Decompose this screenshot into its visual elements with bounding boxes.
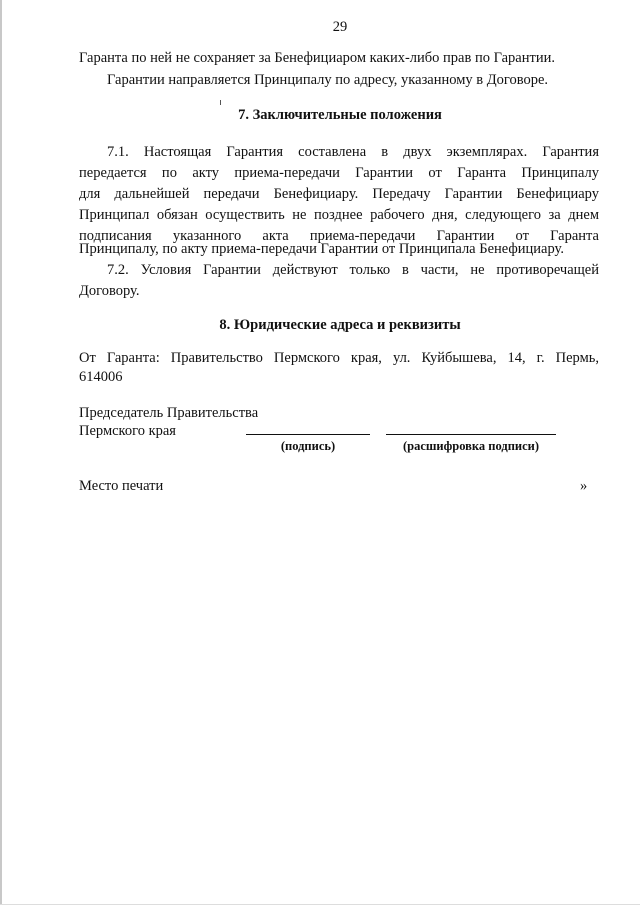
signatory-title-line-1: Председатель Правительства xyxy=(79,405,259,421)
p71-line-6: Принципалу, по акту приема-передачи Гарантии от Принципала Бенефициару. xyxy=(79,241,564,257)
signature-line xyxy=(246,434,370,435)
p71-line-1: 7.1. Настоящая Гарантия составлена в двух экземплярах. Гарантия xyxy=(107,144,599,160)
p71-line-2: передается по акту приема-передачи Гарантии от Гаранта Принципалу xyxy=(79,165,599,181)
intro-line-2: Гарантии направляется Принципалу по адресу, указанному в Договоре. xyxy=(107,72,549,88)
p71-line-3: для дальнейшей передачи Бенефициару. Передачу Гарантии Бенефициару xyxy=(79,186,599,202)
address-line-1: От Гаранта: Правительство Пермского края, ул. Куйбышева, 14, г. Пермь, xyxy=(79,350,599,366)
p72-line-2: Договору. xyxy=(79,283,140,299)
stamp-place-label: Место печати xyxy=(79,478,164,494)
page-left-edge xyxy=(0,0,2,905)
closing-quote: » xyxy=(580,478,588,494)
section-7-heading: 7. Заключительные положения xyxy=(238,107,442,123)
address-line-2: 614006 xyxy=(79,369,123,385)
scan-mark xyxy=(220,100,221,105)
p72-line-1: 7.2. Условия Гарантии действуют только в части, не противоречащей xyxy=(107,262,599,278)
signature-caption: (подпись) xyxy=(280,439,336,453)
intro-line-1: Гаранта по ней не сохраняет за Бенефициаром каких-либо прав по Гарантии. xyxy=(79,50,555,66)
p71-line-5: подписания указанного акта приема-передачи Гарантии от Гаранта xyxy=(79,228,599,244)
signature-decoding-line xyxy=(386,434,556,435)
signatory-title-line-2: Пермского края xyxy=(79,423,176,439)
p71-line-4: Принципал обязан осуществить не позднее рабочего дня, следующего за днем xyxy=(79,207,599,223)
section-8-heading: 8. Юридические адреса и реквизиты xyxy=(219,317,461,333)
signature-decoding-caption: (расшифровка подписи) xyxy=(402,439,540,453)
page-number: 29 xyxy=(332,19,348,35)
